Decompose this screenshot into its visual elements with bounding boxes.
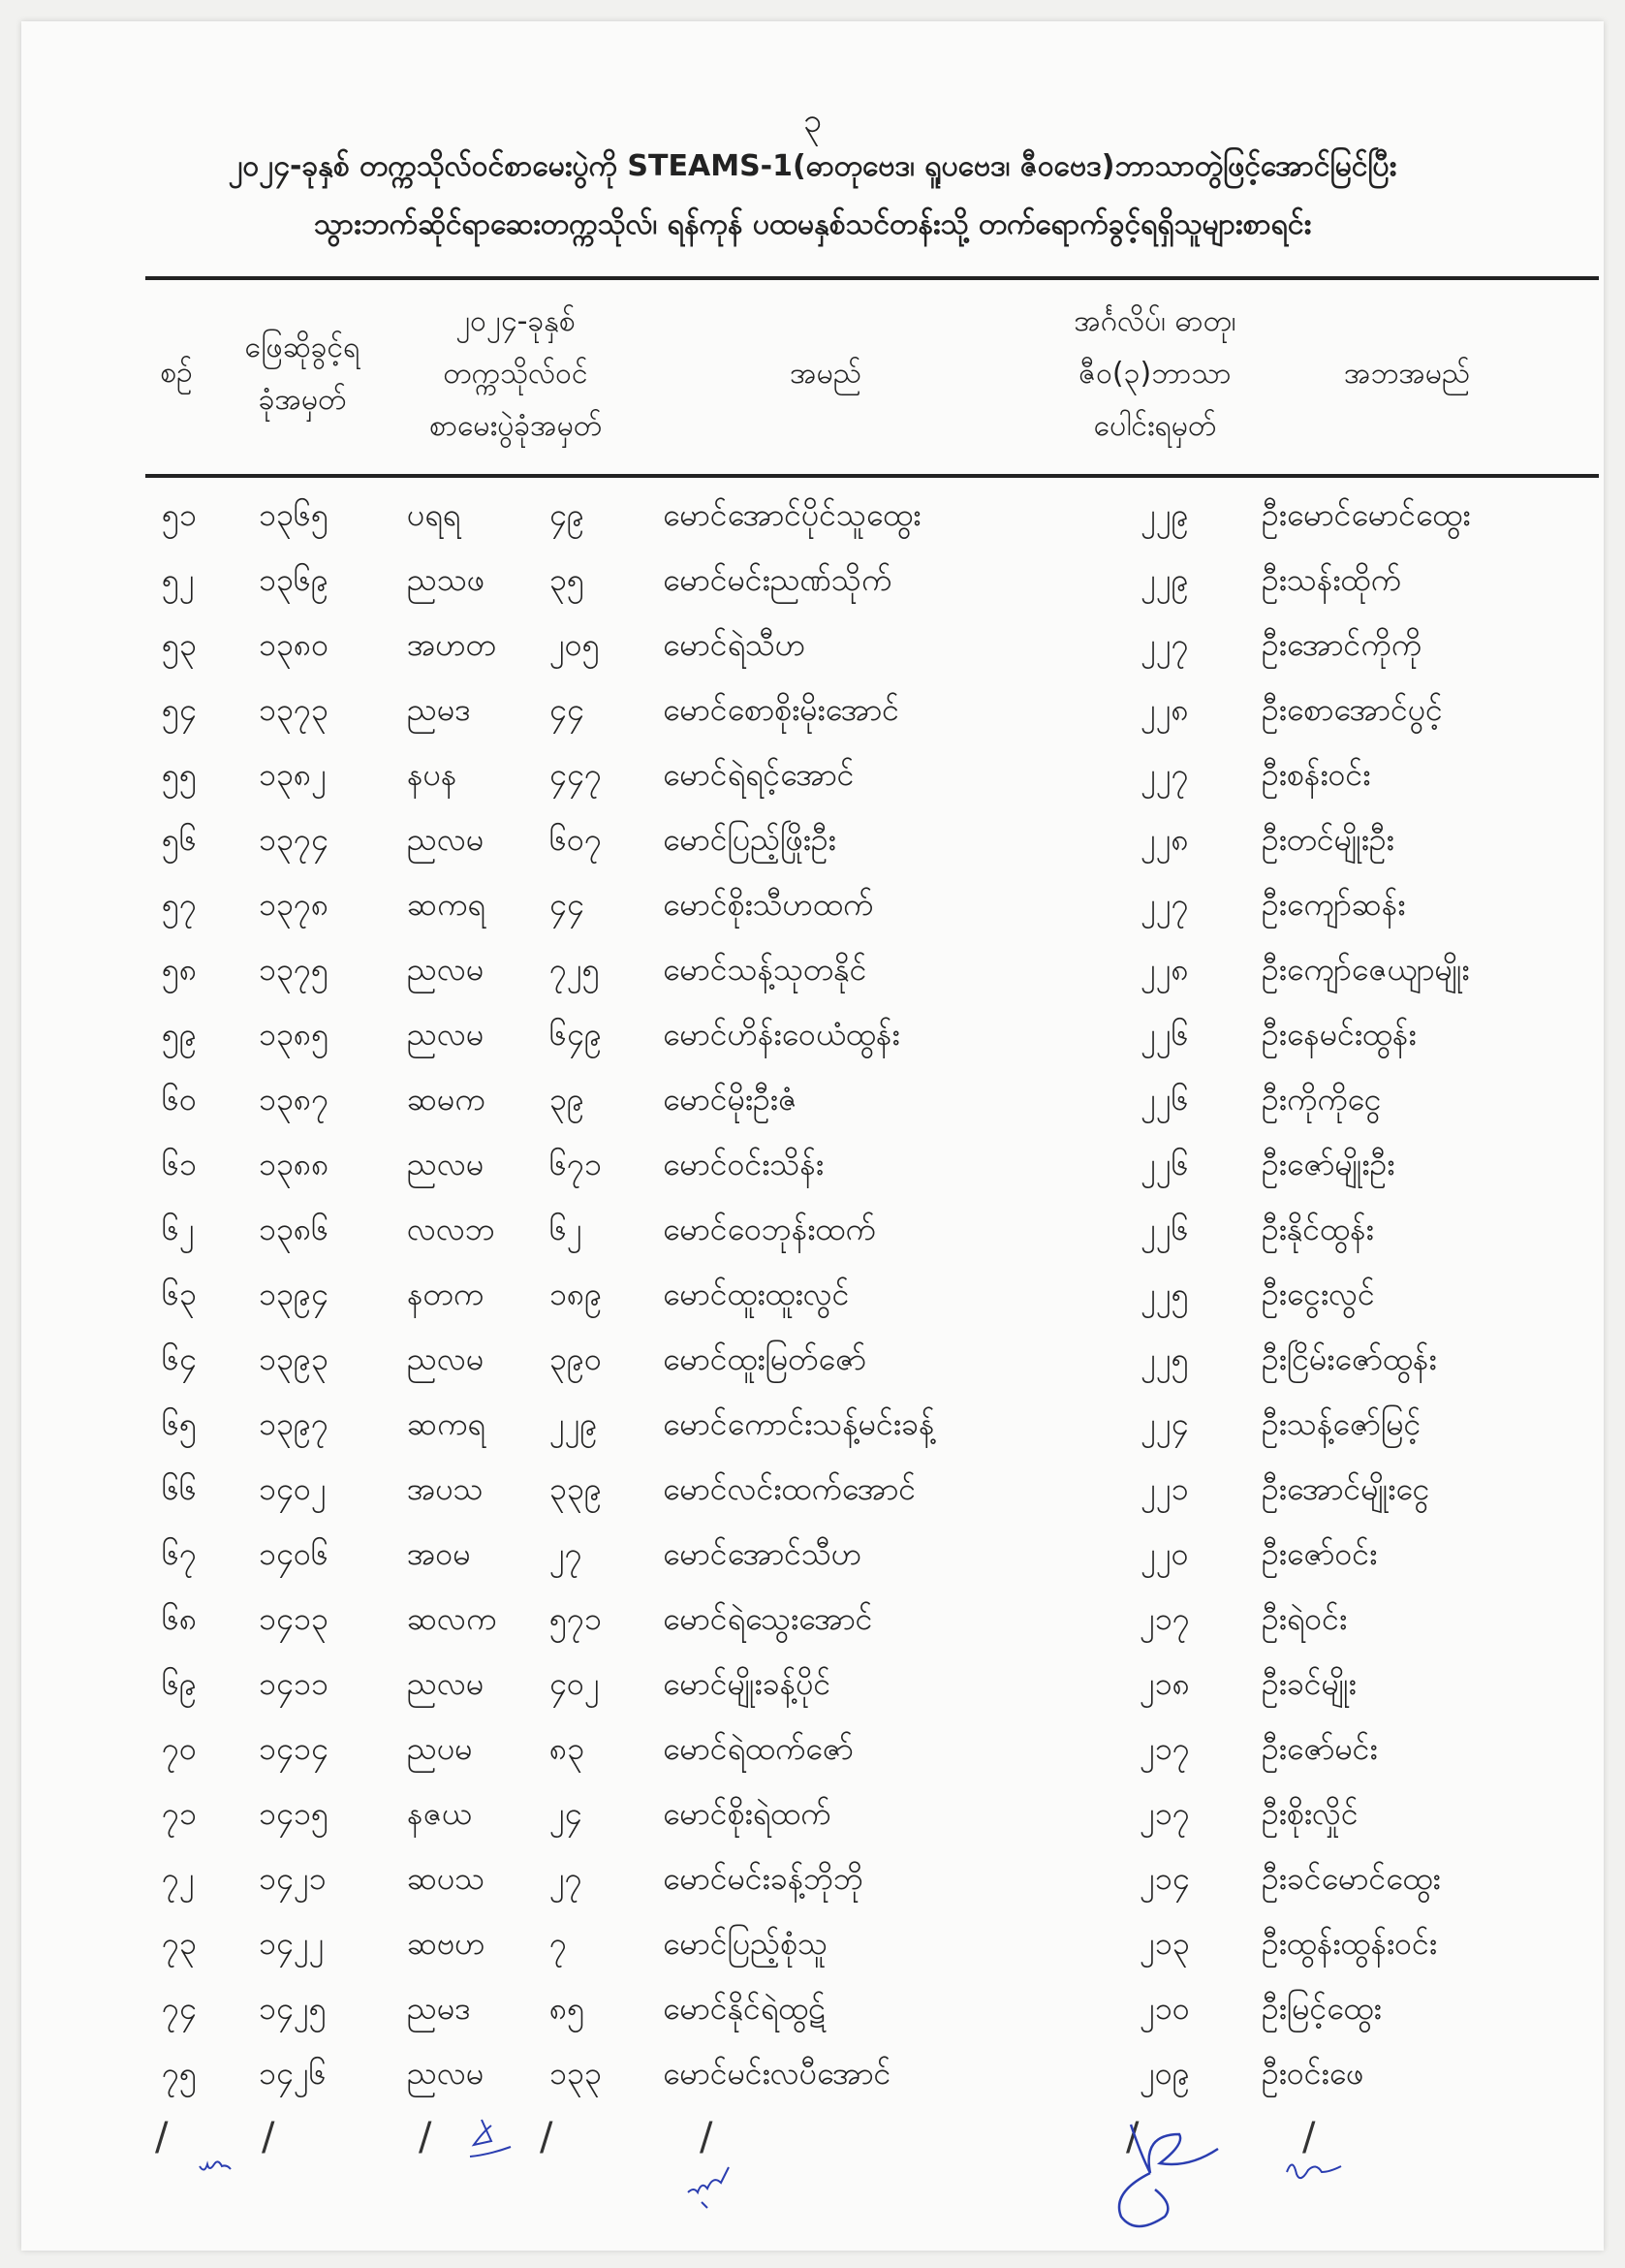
cell-num: ၂၀၅: [549, 626, 600, 663]
cell-code: ညလမ: [407, 1016, 484, 1053]
cell-name: မောင်စောစိုးမိုးအောင်: [663, 691, 900, 728]
cell-seat: ၁၃၈၂: [259, 756, 327, 793]
cell-num: ၂၄: [549, 1795, 582, 1832]
cell-no: ၅၂: [162, 561, 195, 598]
cell-seat: ၁၃၈၅: [259, 1016, 329, 1053]
cell-num: ၆၄၉: [549, 1016, 602, 1053]
slash-mark: /: [155, 2115, 169, 2159]
signature: [1092, 2115, 1257, 2231]
cell-no: ၇၅: [162, 2055, 197, 2092]
cell-father: ဦးနိုင်ထွန်း: [1262, 1211, 1374, 1247]
cell-no: ၅၇: [162, 886, 197, 923]
cell-name: မောင်မင်းလပီအောင်: [663, 2055, 891, 2092]
cell-father: ဦးထွန်းထွန်းဝင်း: [1262, 1925, 1437, 1962]
cell-seat: ၁၃၇၈: [259, 886, 329, 923]
cell-code: ဆမက: [407, 1081, 485, 1118]
header-no: စဉ်: [160, 356, 193, 390]
cell-seat: ၁၃၉၃: [259, 1340, 328, 1377]
cell-code: ညလမ: [407, 1340, 484, 1377]
cell-marks: ၂၂၅: [1141, 1340, 1189, 1377]
table-row: [21, 613, 1604, 677]
cell-name: မောင်ပြည့်ဖြိုးဦး: [663, 821, 836, 858]
cell-marks: ၂၀၉: [1140, 2055, 1190, 2092]
cell-marks: ၂၁၈: [1140, 1665, 1190, 1702]
cell-seat: ၁၄၁၃: [259, 1600, 328, 1637]
cell-marks: ၂၂၄: [1141, 1405, 1189, 1442]
cell-father: ဦးဇော်ဝင်း: [1262, 1535, 1378, 1572]
cell-marks: ၂၂၆: [1141, 1016, 1189, 1053]
cell-seat: ၁၄၂၁: [259, 1860, 327, 1897]
slash-mark: /: [1302, 2115, 1316, 2159]
cell-father: ဦးကျော်ဆန်း: [1262, 886, 1406, 923]
cell-code: နပန: [407, 756, 457, 793]
cell-code: ညမဒ: [407, 691, 471, 728]
cell-num: ၂၂၉: [549, 1405, 598, 1442]
cell-marks: ၂၁၇: [1140, 1795, 1190, 1832]
cell-father: ဦးအောင်မျိုးငွေ: [1262, 1470, 1430, 1507]
cell-father: ဦးတင်မျိုးဦး: [1262, 821, 1394, 858]
table-top-rule: [145, 276, 1599, 280]
cell-father: ဦးဇော်မင်း: [1262, 1730, 1378, 1767]
table-row: [21, 1327, 1604, 1392]
cell-marks: ၂၂၁: [1141, 1470, 1189, 1507]
cell-seat: ၁၄၀၆: [259, 1535, 328, 1572]
initial-signature: [1281, 2149, 1349, 2188]
title-line-2: သွားဘက်ဆိုင်ရာဆေးတက္ကသိုလ်၊ ရန်ကုန် ပထမနှစ်သင်တန်းသို့ တက်ရောက်ခွင့်ရရှိသူများစာရင်း: [313, 207, 1312, 241]
header-exam-2: တက္ကသိုလ်ဝင်: [443, 357, 588, 391]
cell-seat: ၁၄၁၅: [259, 1795, 328, 1832]
cell-no: ၅၁: [162, 496, 197, 533]
header-marks-1: အင်္ဂလိပ်၊ ဓာတု၊: [1074, 304, 1236, 338]
cell-seat: ၁၃၈၈: [259, 1146, 329, 1182]
cell-name: မောင်လင်းထက်အောင်: [663, 1470, 917, 1507]
slash-mark: /: [700, 2115, 713, 2159]
cell-marks: ၂၂၉: [1141, 561, 1189, 598]
cell-num: ၄၀၂: [549, 1665, 600, 1702]
table-row: [21, 2041, 1604, 2106]
cell-num: ၇: [549, 1925, 567, 1962]
table-row: [21, 1587, 1604, 1652]
cell-no: ၅၈: [162, 951, 198, 988]
cell-name: မောင်သန့်သုတနိုင်: [663, 951, 867, 988]
cell-num: ၁၈၉: [549, 1276, 603, 1312]
cell-no: ၆၈: [162, 1600, 198, 1637]
table-row: [21, 1781, 1604, 1846]
cell-num: ၈၅: [549, 1990, 585, 2027]
cell-seat: ၁၃၉၇: [259, 1405, 328, 1442]
cell-no: ၅၅: [162, 756, 197, 793]
cell-no: ၇၂: [162, 1860, 195, 1897]
cell-no: ၅၆: [162, 821, 197, 858]
cell-num: ၄၄: [549, 691, 584, 728]
cell-code: ဆလက: [407, 1600, 497, 1637]
cell-no: ၅၃: [162, 626, 197, 663]
cell-code: အပသ: [407, 1470, 484, 1507]
cell-father: ဦးကျော်ဇေယျာမျိုး: [1262, 951, 1470, 988]
cell-father: ဦးစိုးလှိုင်: [1262, 1795, 1359, 1832]
cell-name: မောင်မင်းခန့်ဘိုဘို: [663, 1860, 863, 1897]
table-row: [21, 1392, 1604, 1457]
cell-num: ၆၇၁: [549, 1146, 602, 1182]
table-row: [21, 1002, 1604, 1067]
cell-num: ၄၉: [549, 496, 584, 533]
cell-seat: ၁၃၈၇: [259, 1081, 329, 1118]
cell-no: ၅၉: [162, 1016, 197, 1053]
cell-num: ၂၇: [549, 1860, 582, 1897]
cell-name: မောင်ကောင်းသန့်မင်းခန့်: [663, 1405, 935, 1442]
cell-seat: ၁၄၀၂: [259, 1470, 327, 1507]
cell-father: ဦးသန်းထိုက်: [1262, 561, 1401, 598]
cell-no: ၆၀: [162, 1081, 197, 1118]
cell-marks: ၂၁၇: [1140, 1600, 1190, 1637]
initial-signature: [680, 2154, 748, 2212]
cell-num: ၃၉၀: [549, 1340, 602, 1377]
cell-code: ဆကရ: [407, 886, 485, 923]
cell-no: ၆၆: [162, 1470, 197, 1507]
cell-marks: ၂၂၈: [1141, 691, 1189, 728]
cell-no: ၆၂: [162, 1211, 195, 1247]
cell-num: ၄၄၇: [549, 756, 602, 793]
cell-marks: ၂၁၀: [1140, 1990, 1190, 2027]
cell-father: ဦးနေမင်းထွန်း: [1262, 1016, 1417, 1053]
table-row: [21, 937, 1604, 1002]
cell-father: ဦးခင်မောင်ထွေး: [1262, 1860, 1441, 1897]
cell-num: ၂၇: [549, 1535, 582, 1572]
cell-father: ဦးမောင်မောင်ထွေး: [1262, 496, 1471, 533]
cell-seat: ၁၃၆၅: [259, 496, 328, 533]
table-row: [21, 872, 1604, 937]
cell-marks: ၂၂၈: [1141, 951, 1189, 988]
cell-name: မောင်ဟိန်းဝေယံထွန်း: [663, 1016, 900, 1053]
cell-marks: ၂၂၇: [1141, 886, 1189, 923]
cell-father: ဦးကိုကိုငွေ: [1262, 1081, 1382, 1118]
cell-name: မောင်ဝင်းသိန်း: [663, 1146, 825, 1182]
cell-code: ညလမ: [407, 2055, 484, 2092]
cell-marks: ၂၁၄: [1140, 1860, 1190, 1897]
cell-name: မောင်မင်းညဏ်သိုက်: [663, 561, 892, 598]
cell-num: ၅၇၁: [549, 1600, 602, 1637]
header-marks-3: ပေါင်းရမှတ်: [1093, 409, 1217, 443]
cell-seat: ၁၃၇၃: [259, 691, 328, 728]
cell-name: မောင်ရဲထက်ဇော်: [663, 1730, 854, 1767]
header-seat-1: ဖြေဆိုခွင့်ရ: [244, 331, 360, 364]
cell-name: မောင်အောင်သီဟ: [663, 1535, 862, 1572]
table-header-rule: [145, 474, 1599, 478]
slash-mark: /: [540, 2115, 553, 2159]
table-row: [21, 1457, 1604, 1522]
cell-no: ၇၀: [162, 1730, 197, 1767]
cell-num: ၄၄: [549, 886, 584, 923]
page-number: ၃: [802, 102, 823, 141]
cell-marks: ၂၂၀: [1141, 1535, 1189, 1572]
cell-no: ၆၁: [162, 1146, 197, 1182]
cell-code: ညလမ: [407, 951, 484, 988]
cell-seat: ၁၄၁၄: [259, 1730, 328, 1767]
cell-marks: ၂၂၇: [1141, 626, 1189, 663]
table-row: [21, 677, 1604, 742]
cell-marks: ၂၂၅: [1141, 1276, 1189, 1312]
cell-code: ညလမ: [407, 1146, 484, 1182]
title-line-1: ၂၀၂၄-ခုနှစ် တက္ကသိုလ်ဝင်စာမေးပွဲကို STEAMS-1(ဓာတုဗေဒ၊ ရူပဗေဒ၊ ဇီဝဗေဒ)ဘာသာတွဲဖြင့်အောင်မြင်ပြီး: [228, 149, 1397, 183]
header-father: အဘအမည်: [1343, 357, 1471, 391]
cell-code: နဇယ: [407, 1795, 472, 1832]
cell-seat: ၁၄၂၆: [259, 2055, 327, 2092]
cell-seat: ၁၃၇၄: [259, 821, 328, 858]
header-marks-2: ဇီဝ(၃)ဘာသာ: [1078, 357, 1232, 391]
cell-code: လလဘ: [407, 1211, 495, 1247]
cell-num: ၇၂၅: [549, 951, 600, 988]
header-name: အမည်: [790, 357, 861, 391]
slash-mark: /: [419, 2115, 432, 2159]
cell-code: နတက: [407, 1276, 484, 1312]
table-row: [21, 483, 1604, 548]
cell-code: အဟတ: [407, 626, 496, 663]
cell-father: ဦးငွေးလွင်: [1262, 1276, 1375, 1312]
table-row: [21, 1976, 1604, 2041]
cell-name: မောင်စိုးရဲထက်: [663, 1795, 831, 1832]
cell-name: မောင်ပြည့်စုံသူ: [663, 1925, 828, 1962]
cell-name: မောင်မျိုးခန့်ပိုင်: [663, 1665, 831, 1702]
cell-marks: ၂၂၆: [1141, 1146, 1189, 1182]
cell-marks: ၂၁၃: [1140, 1925, 1190, 1962]
cell-no: ၆၉: [162, 1665, 197, 1702]
cell-no: ၇၁: [162, 1795, 197, 1832]
cell-code: ညမဒ: [407, 1990, 471, 2027]
cell-father: ဦးရဲဝင်း: [1262, 1600, 1348, 1637]
cell-num: ၃၅: [549, 561, 584, 598]
cell-code: ဆကရ: [407, 1405, 485, 1442]
cell-name: မောင်စိုးသီဟထက်: [663, 886, 874, 923]
table-row: [21, 1067, 1604, 1132]
cell-father: ဦးခင်မျိုး: [1262, 1665, 1357, 1702]
cell-no: ၆၄: [162, 1340, 197, 1377]
cell-num: ၃၃၉: [549, 1470, 602, 1507]
cell-code: အဝမ: [407, 1535, 471, 1572]
initial-signature: [462, 2110, 530, 2168]
cell-num: ၆၂: [549, 1211, 582, 1247]
table-row: [21, 1717, 1604, 1781]
cell-code: ဆပသ: [407, 1860, 485, 1897]
cell-marks: ၂၂၆: [1141, 1211, 1189, 1247]
table-row: [21, 1846, 1604, 1911]
table-row: [21, 1197, 1604, 1262]
slash-mark: /: [262, 2115, 275, 2159]
cell-code: ညသဖ: [407, 561, 485, 598]
cell-name: မောင်ဝေဘုန်းထက်: [663, 1211, 876, 1247]
cell-no: ၆၅: [162, 1405, 197, 1442]
document-page: [21, 21, 1604, 2251]
table-row: [21, 1132, 1604, 1197]
cell-num: ၃၉: [549, 1081, 584, 1118]
cell-father: ဦးစောအောင်ပွင့်: [1262, 691, 1443, 728]
table-row: [21, 742, 1604, 807]
cell-father: ဦးဝင်းဖေ: [1262, 2055, 1364, 2092]
initial-signature: [196, 2149, 244, 2178]
cell-father: ဦးဇော်မျိုးဦး: [1262, 1146, 1395, 1182]
cell-no: ၆၇: [162, 1535, 197, 1572]
table-row: [21, 807, 1604, 872]
cell-seat: ၁၄၁၁: [259, 1665, 328, 1702]
cell-name: မောင်အောင်ပိုင်သူထွေး: [663, 496, 922, 533]
cell-no: ၅၄: [162, 691, 197, 728]
cell-seat: ၁၄၂၅: [259, 1990, 327, 2027]
cell-code: ညလမ: [407, 1665, 484, 1702]
cell-name: မောင်ရဲသွေးအောင်: [663, 1600, 873, 1637]
cell-no: ၇၃: [162, 1925, 197, 1962]
cell-seat: ၁၃၈၀: [259, 626, 329, 663]
cell-code: ညလမ: [407, 821, 484, 858]
cell-seat: ၁၃၉၄: [259, 1276, 328, 1312]
cell-father: ဦးမြင့်ထွေး: [1262, 1990, 1382, 2027]
cell-name: မောင်ရဲရင့်အောင်: [663, 756, 855, 793]
cell-father: ဦးငြိမ်းဇော်ထွန်း: [1262, 1340, 1437, 1377]
cell-name: မောင်ထူးမြတ်ဇော်: [663, 1340, 866, 1377]
table-row: [21, 1652, 1604, 1717]
cell-num: ၆၀၇: [549, 821, 602, 858]
cell-seat: ၁၃၆၉: [259, 561, 328, 598]
cell-code: ပရရ: [407, 496, 460, 533]
table-row: [21, 1522, 1604, 1587]
cell-seat: ၁၃၇၅: [259, 951, 328, 988]
cell-no: ၆၃: [162, 1276, 197, 1312]
cell-name: မောင်ထူးထူးလွင်: [663, 1276, 850, 1312]
header-exam-1: ၂၀၂၄-ခုနှစ်: [455, 304, 576, 338]
cell-code: ဆဗဟ: [407, 1925, 485, 1962]
cell-name: မောင်မိုးဦးဇံ: [663, 1081, 797, 1118]
cell-seat: ၁၄၂၂: [259, 1925, 325, 1962]
slash-mark: /: [1126, 2115, 1140, 2159]
cell-father: ဦးသန့်ဇော်မြင့်: [1262, 1405, 1422, 1442]
cell-num: ၈၃: [549, 1730, 585, 1767]
header-exam-3: စာမေးပွဲခုံအမှတ်: [428, 409, 603, 443]
table-row: [21, 1262, 1604, 1327]
cell-name: မောင်နိုင်ရဲထွဋ်: [663, 1990, 826, 2027]
cell-marks: ၂၂၈: [1141, 821, 1189, 858]
cell-marks: ၂၁၇: [1140, 1730, 1190, 1767]
cell-father: ဦးစန်းဝင်း: [1262, 756, 1371, 793]
cell-num: ၁၃၃: [549, 2055, 602, 2092]
cell-marks: ၂၂၉: [1141, 496, 1189, 533]
cell-code: ညပမ: [407, 1730, 473, 1767]
cell-no: ၇၄: [162, 1990, 197, 2027]
table-row: [21, 1911, 1604, 1976]
cell-marks: ၂၂၇: [1141, 756, 1189, 793]
table-row: [21, 548, 1604, 613]
cell-seat: ၁၃၈၆: [259, 1211, 329, 1247]
header-seat-2: ခုံအမှတ်: [258, 383, 347, 417]
cell-father: ဦးအောင်ကိုကို: [1262, 626, 1422, 663]
cell-name: မောင်ရဲသီဟ: [663, 626, 806, 663]
cell-marks: ၂၂၆: [1141, 1081, 1189, 1118]
